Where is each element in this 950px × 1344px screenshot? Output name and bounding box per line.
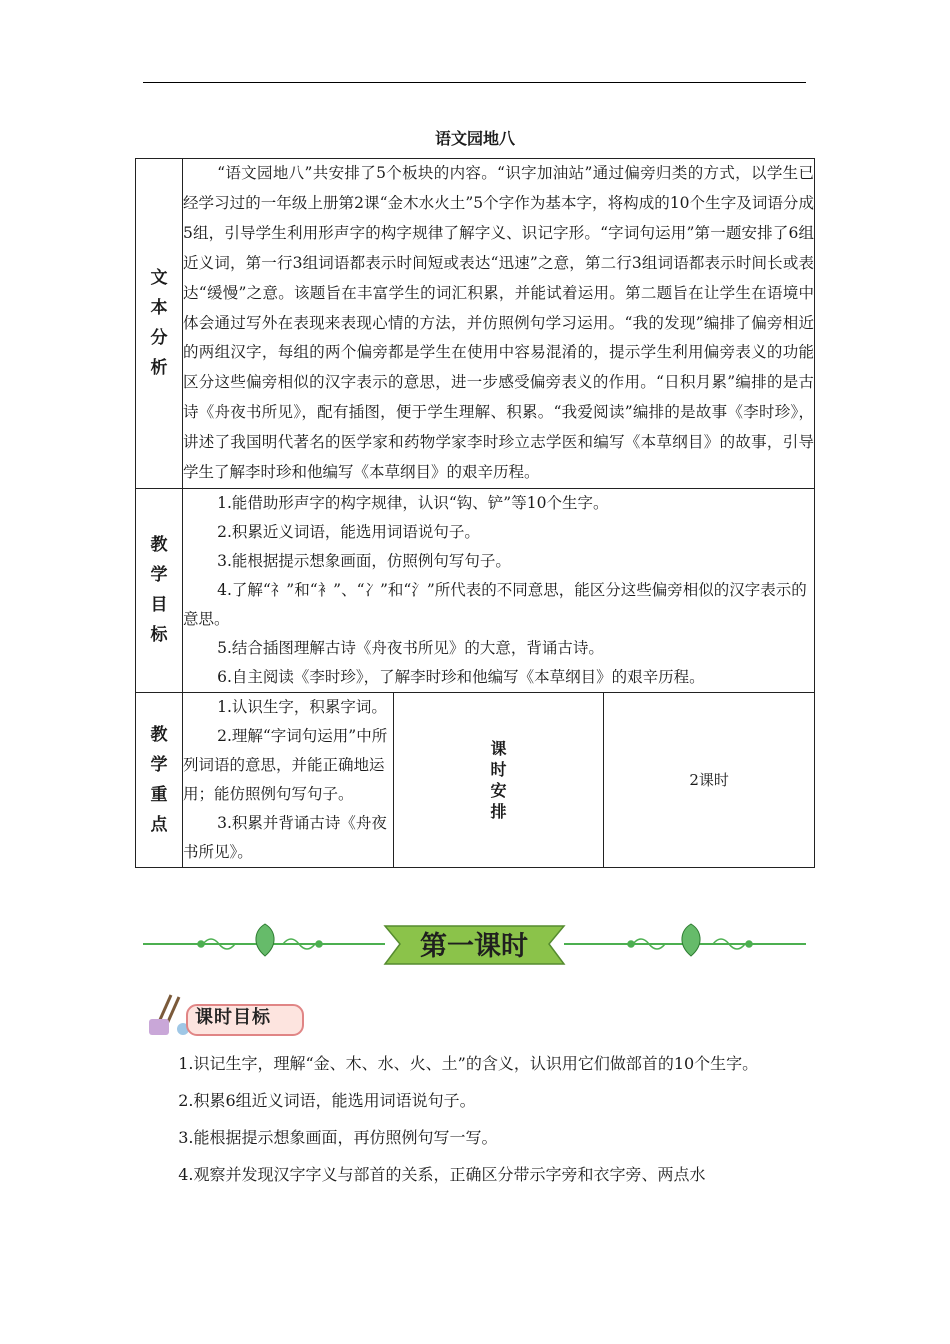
analysis-row: [136, 159, 815, 489]
objective-item: 1.识记生字，理解“金、木、水、火、土”的含义，认识用它们做部首的10个生字。: [178, 1054, 759, 1073]
goals-cell: [183, 488, 815, 692]
section-badge-label: 课时目标: [195, 1007, 271, 1028]
banner-title: 第一课时: [420, 931, 528, 962]
keypoints-cell: [183, 692, 394, 867]
goals-label: 教 学 目 标: [136, 488, 183, 692]
goal-item: 5.结合插图理解古诗《舟夜书所见》的大意，背诵古诗。: [217, 638, 604, 657]
lesson-plan-table: [135, 158, 815, 868]
objective-item: 4.观察并发现汉字字义与部首的关系，正确区分带示字旁和衣字旁、两点水: [178, 1165, 706, 1184]
goal-item: 3.能根据提示想象画面，仿照例句写句子。: [217, 551, 511, 570]
right-leaf-icon: [682, 924, 700, 956]
goal-item: 1.能借助形声字的构字规律，认识“钩、铲”等10个生字。: [217, 493, 609, 512]
keypoint-item: 2.理解“字词句运用”中所列词语的意思，并能正确地运用；能仿照例句写句子。: [183, 726, 388, 803]
goal-item: 4.了解“礻”和“衤”、“冫”和“氵”所代表的不同意思，能区分这些偏旁相似的汉字表示的意思。: [183, 580, 807, 628]
analysis-text: “语文园地八”共安排了5个板块的内容。“识字加油站”通过偏旁归类的方式，以学生已经学习过的一年级上册第2课“金木水火土”5个字作为基本字，将构成的10个生字及词语分成5组，引导学生利用形声字的构字规律了解字义、识记字形。“字词句运用”第一题安排了6组近义词，第一行3组词语都表示时间短或表达“迅速”之意，第二行3组词语都表示时间长或表达“缓慢”之意。该题旨在丰富学生的词汇积累，并能试着运用。第二题旨在让学生在语境中体会通过写外在表现来表现心情的方法，并仿照例句学习运用。“我的发现”编排了偏旁相近的两组汉字，每组的两个偏旁都是学生在使用中容易混淆的，提示学生利用偏旁表义的功能区分这些偏旁相似的汉字表示的意思，进一步感受偏旁表义的作用。“日积月累”编排的是古诗《舟夜书所见》，配有插图，便于学生理解、积累。“我爱阅读”编排的是故事《李时珍》，讲述了我国明代著名的医学家和药物学家李时珍立志学医和编写《本草纲目》的故事，引导学生了解李时珍和他编写《本草纲目》的艰辛历程。: [183, 164, 814, 482]
analysis-text-cell: [183, 159, 815, 489]
goal-item: 6.自主阅读《李时珍》，了解李时珍和他编写《本草纲目》的艰辛历程。: [217, 667, 705, 686]
keypoints-label: 教 学 重 点: [136, 692, 183, 867]
schedule-label: 课 时 安 排: [393, 692, 604, 867]
keypoint-item: 3.积累并背诵古诗《舟夜书所见》。: [183, 813, 387, 861]
header-rule: [143, 82, 806, 83]
keypoints-row: [136, 692, 815, 867]
goal-item: 2.积累近义词语，能选用词语说句子。: [217, 522, 480, 541]
goals-row: [136, 488, 815, 692]
objective-item: 3.能根据提示想象画面，再仿照例句写一写。: [178, 1128, 498, 1147]
objective-item: 2.积累6组近义词语，能选用词语说句子。: [178, 1091, 476, 1110]
section-body: [143, 1048, 806, 1196]
left-leaf-icon: [256, 924, 274, 956]
brush-icon: [149, 995, 189, 1035]
analysis-label: 文 本 分 析: [136, 159, 183, 489]
schedule-value: 2课时: [604, 692, 815, 867]
page-title: 语文园地八: [434, 129, 515, 148]
keypoint-item: 1.认识生字，积累字词。: [217, 697, 387, 716]
lesson-banner: [143, 920, 806, 968]
